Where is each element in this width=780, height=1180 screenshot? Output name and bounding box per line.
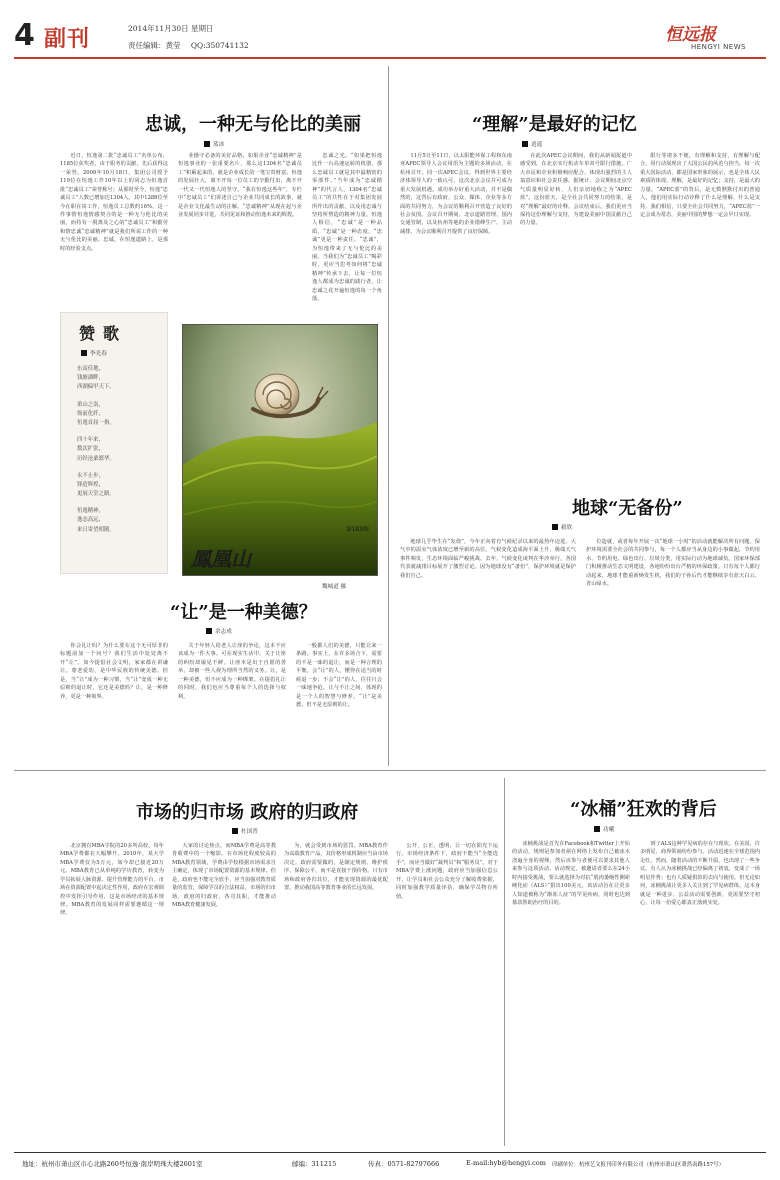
article-body-market-col1: 北京拥有MBA学院的20多所高校，每年MBA学费都在大幅攀升。2010年，某大学MBA学费仅为5万元，如今却已接近20万元。MBA教育已从单纯的学历教育，转变为学员拓展人脉资源、提升管理能力的平台。市场在资源配置中起决定性作用，政府在宏观调控中发挥引导作用，这是市场经济的基本规律。MBA教育的发展同样需要遵循这一规律。 (60, 843, 164, 917)
newspaper-logo: 恒远报 (665, 25, 716, 45)
article-body-market-col3: 为，就会受到市场的惩罚。MBA教育作为高端教育产品，其价格形成机制应当由市场决定。政府需要做的，是制定规则、维护秩序、保障公平，而不是直接干预价格。只有市场和政府各归其位，才能实现资源的最优配置，推动我国高等教育事业的长远发展。 (284, 843, 388, 892)
byline-marker (232, 828, 238, 834)
poem-box (60, 312, 168, 574)
photo-caption: 魏城道 摄 (322, 584, 347, 590)
byline-earth: 毅欣 (552, 523, 572, 531)
byline-bucket: 功曦 (594, 825, 614, 833)
footer-postcode: 邮编：311215 (292, 1160, 337, 1168)
article-body-loyalty-col2: 业操守必备的美好品格。如果企业“忠诚精神”是恒逸事业的一张重要名片，那么这1304名“忠诚员工”积累起来的，就是企业成长的一笔宝贵财富。恒逸的发展壮大，离不开每一位员工的辛勤付出，离不开一代又一代恒逸人的坚守。“我在恒逸这些年”，专栏中“忠诚员工”们讲述自己与企业共同成长的故事，就是企业文化最生动的注解。“忠诚精神”从现在起与企业发展同步并进，共同见证和推动恒逸未来的辉煌。 (178, 153, 302, 218)
photo-issue: 第183期 (346, 527, 369, 533)
editor-name: 责任编辑：黄莹 (128, 41, 181, 50)
article-body-earth-col2: 位造就，或者每年开展一次“地球一小时”的活动就能解决所有问题。保护环境需要全社会的共同参与，每一个人都应当从身边的小事做起，节约用水、节约用电、绿色出行、垃圾分类，用实际行动为地球减负。国家环保部门积极推动生态文明建设，各地纷纷出台严格的环保政策。只有每个人都行动起来，地球才能重新焕发生机，我们的子孙后代才能继续享有蓝天白云、青山绿水。 (586, 539, 760, 588)
article-title-loyalty: 忠诚，一种无与伦比的美丽 (145, 114, 361, 135)
snail-photo (182, 324, 378, 576)
byline-loyalty: 蓝冰 (204, 140, 224, 148)
editor-info (128, 40, 249, 51)
byline-marker (594, 826, 600, 832)
issue-date: 2014年11月30日 星期日 (128, 24, 214, 33)
poem-body (77, 365, 157, 535)
poem-stanza: 四十年来， 数次扩张， 历经沧桑繁华。 (77, 437, 115, 462)
article-title-earth: 地球“无备份” (572, 498, 683, 519)
article-body-market-col2: 大家的讨论焦点，而MBA学费是高等教育收费中的一个缩影。在市场化程度较高的MBA教育领域，学费由学校根据市场需求自主确定，体现了市场配置资源的基本规律。但是，政府也不能完全放手，应当加强对教育质量的监管，保障学员的合法权益。市场的归市场，政府的归政府，各司其职，才能推动MBA教育健康发展。 (172, 843, 276, 908)
article-title-bucket: “冰桶”狂欢的背后 (570, 799, 717, 820)
byline-memory: 逍遥 (522, 140, 542, 148)
poem-stanza: 东南佳地， 钱塘湖畔， 西湖偏甲天下。 (77, 366, 115, 391)
article-body-bucket-col1: 冰桶挑战是首先在Facebook和Twitter上开始的活动，规则是参加者须在网络上发布自己被冰水浇遍全身的视频，然后该参与者便可以要求其他人来参与这项活动。活动规定，被邀请者要么在24小时内接受挑战，要么就选择为对抗“肌肉萎缩性侧索硬化症（ALS）”捐出100美元。该活动旨在让更多人知道被称为“渐冻人症”的罕见疾病，同时也达到募款帮助治疗的目的。 (512, 841, 630, 906)
poem-stanza: 永不止步， 锋造辉煌， 更展天堂之路。 (77, 472, 115, 498)
column-divider (388, 66, 389, 766)
article-body-bucket-col2: 到了ALS这种罕见病的存在与现状。在美国，许多明星、商界领袖纷纷参与，活动迅速在全球范围内走红。然而，随着活动的不断升温，也出现了一些争议。有人认为冰桶挑战已经偏离了初衷，变成了一场明星作秀；也有人质疑捐款的去向与使用。但无论如何，冰桶挑战让更多人关注到了罕见病群体，这本身就是一种进步。公益活动需要创新，更需要坚守初心，让每一份爱心都真正落到实处。 (640, 841, 760, 906)
article-title-courtesy: “让”是一种美德？ (170, 602, 317, 623)
byline-marker (204, 141, 210, 147)
photo-calligraphy: 鳳凰山 (191, 547, 251, 571)
article-body-market-col4: 公开，公正，透明，让一切在阳光下运行。市场经济条件下，政府不能当“全能选手”，而应当做好“裁判员”和“服务员”。对于MBA学费上涨问题，政府应当加强信息公开，让学员和社会公众充分了解收费依据，同时加强教学质量评估，确保学员物有所值。 (396, 843, 498, 900)
article-title-memory: “理解”是最好的记忆 (472, 114, 637, 135)
article-body-loyalty-col3: 忠诚之光。“如果把恒逸比作一台高速运转的机器，那么忠诚员工就是其中最精密的零部件。”当年成为“忠诚精神”的代言人，1304名“忠诚员工”的共性在于对集团发展所作出的贡献，以及用忠诚与坚持所塑造的精神力量。恒逸人相信，“忠诚”是一种品质，“忠诚”是一种态度，“忠诚”更是一种责任。“忠诚”，为恒逸带来了无与伦比的美丽。当我们为“忠诚员工”喝彩时，更应当思考如何将“忠诚精神”传承下去，让每一位恒逸人都成为忠诚的践行者，让忠诚之花开遍恒逸的每一个角落。 (312, 153, 382, 303)
page-number: 4 (14, 18, 35, 53)
section-rule (14, 770, 766, 771)
byline-marker (522, 141, 528, 147)
article-body-memory-col1: 11月5日至11日，以太阳能环保工程和东南亚APEC领导人会议用语为主题的多场活动，在杭州召开。同一次APEC会议，得到世界主要经济体领导人的一致认可，这次北京会议并可成为重大发展机遇。成功举办好重大活动，并不是偶然的，这背后有政府、公众、媒体、企业等多方面的共同努力，为会议的顺利召开营造了良好的社会氛围。会议召开期间，北京道路管理、国内交通管制，以及杭州等地的企业错峰生产、主动减排，为会议顺利召开提供了良好保障。 (400, 153, 512, 235)
footer-fax: 传真：0571-82797666 (368, 1160, 440, 1168)
poem-stanza: 恒逸精神， 逸态高远， 来日寄望相随。 (77, 508, 115, 533)
article-title-market: 市场的归市场 政府的归政府 (136, 802, 359, 823)
article-body-earth-col1: 地球几乎毕生在“发烧”，今年正向着有气候纪录以来的最热年迈进。大气中的温室气体浓度已增至新的高位。气候变化造成海平面上升，极端天气事件频发，生态环境面临严峻挑战。去年，气候变化谈判在华沙举行，各国代表就减排目标展开了激烈讨论。因为地球没有“备份”，保护环境就是保护我们自己。 (400, 539, 576, 579)
article-body-memory-col3: 限行等诸多不便，有理解和支持，有理解与配合，用行动展现出了大国公民的风范与担当。每一次重大国际活动，都是国家形象的展示，也是全体人民素质的体现。理解，是最好的记忆；支持，是最大的力量。“APEC蓝”的背后，是无数默默付出的普通人，他们用实际行动诠释了什么是理解、什么是支持。我们相信，只要全社会共同努力，“APEC蓝”一定会成为常态，美丽中国的梦想一定会早日实现。 (640, 153, 760, 218)
article-body-loyalty-col1: 近日，恒逸第二批“忠诚员工”名单公布，1185位获奖者，由于职务的贡献，先后获得这一荣誉。2009年10月18日，集团公司授予119位在恒逸工作10年以上的同志为恒逸首批“忠诚员工”荣誉称号；从那时至今，恒逸“忠诚员工”人数已增加达1304人。其中1288位至今在职在岗工作，恒逸员工总数约16%。这一件事情恒逸情感契合的是一种无与伦比的美丽，而持有一脱离及之心的“忠诚员工”和勤劳和情忠诚“忠诚精神”就是我们所说工作的一种无与伦比的美丽。忠诚，在恒逸道路上，是那时的经验支点。 (60, 153, 168, 252)
article-body-courtesy-col1: 你会礼让吗？为什么要在这个无可厚非的标题前加一个问号？我们生活中处处离不开“让”。如今提倡社会文明，家家都在讲谦让。尊老爱幼，是中华民族的传统美德。但是，当“让”成为一种习惯，当“让”变成一种无原则的退让时，它还是美德吗？让，是一种修养，更是一种境界。 (60, 643, 168, 700)
byline-marker (552, 524, 558, 530)
article-body-memory-col2: 在此次APEC会议期间，我们从新闻报道中感受到，在北京实行机动车单双号限行措施，广大市民和企业积极响应配合，体现出强烈的主人翁意识和社会责任感。据统计，会议期间北京空气质量明显好转，人们亲切地称之为“APEC蓝”。这份蓝天，是全社会共同努力的结果，是对“理解”最好的诠释。会议结束后，我们更应当保持这份理解与支持，为建设美丽中国贡献自己的力量。 (520, 153, 632, 227)
footer-rule (14, 1152, 766, 1153)
footer-email[interactable]: E-mail:hyb@hengyi.com (466, 1159, 546, 1167)
byline-marker (206, 628, 212, 634)
article-body-courtesy-col2: 关于年轻人给老人让座的争论，这本不应该成为一件大事。可在现实生活中，关于让座的纠纷却屡见不鲜。让座本是出于自愿的善举，却被一些人视为理所当然的义务。让，是一种美德，但不应成为一种绑架。在提倡礼让的同时，我们也应当尊重每个人的选择与权利。 (178, 643, 286, 700)
poem-author: 李光春 (81, 349, 107, 357)
column-divider (504, 778, 505, 1146)
poem-title: 赞歌 (79, 324, 128, 343)
byline-marker (81, 350, 87, 356)
byline-courtesy: 余志成 (206, 627, 232, 635)
editor-qq: QQ:350741132 (190, 41, 249, 50)
article-body-courtesy-col3: 一般都人们的美德，只能让来一条路。事实上，在许多场合下，需要的不是一味的退让，而是一种合理的平衡。会“让”的人，懂得在适当的时候退一步；不会“让”的人，往往只会一味地争抢。让与不让之间，体现的是一个人的智慧与修养。“让”是美德，但不是无原则的让。 (296, 643, 382, 708)
footer-printer: 印刷单位：杭州艺文报刊印务有限公司（杭州市萧山区萧然南路157号） (552, 1162, 725, 1168)
byline-market: 杜国普 (232, 827, 258, 835)
poem-stanza: 萧山之南， 衙前化纤， 恒逸首屈一指。 (77, 401, 115, 426)
section-title: 副刊 (44, 27, 91, 52)
footer-address: 地址：杭州市萧山区市心北路260号恒逸·南岸明珠大楼2601室 (22, 1160, 203, 1168)
snail-photo-image (183, 325, 378, 576)
newspaper-logo-en: HENGYI NEWS (691, 43, 747, 51)
header-rule (14, 57, 766, 59)
